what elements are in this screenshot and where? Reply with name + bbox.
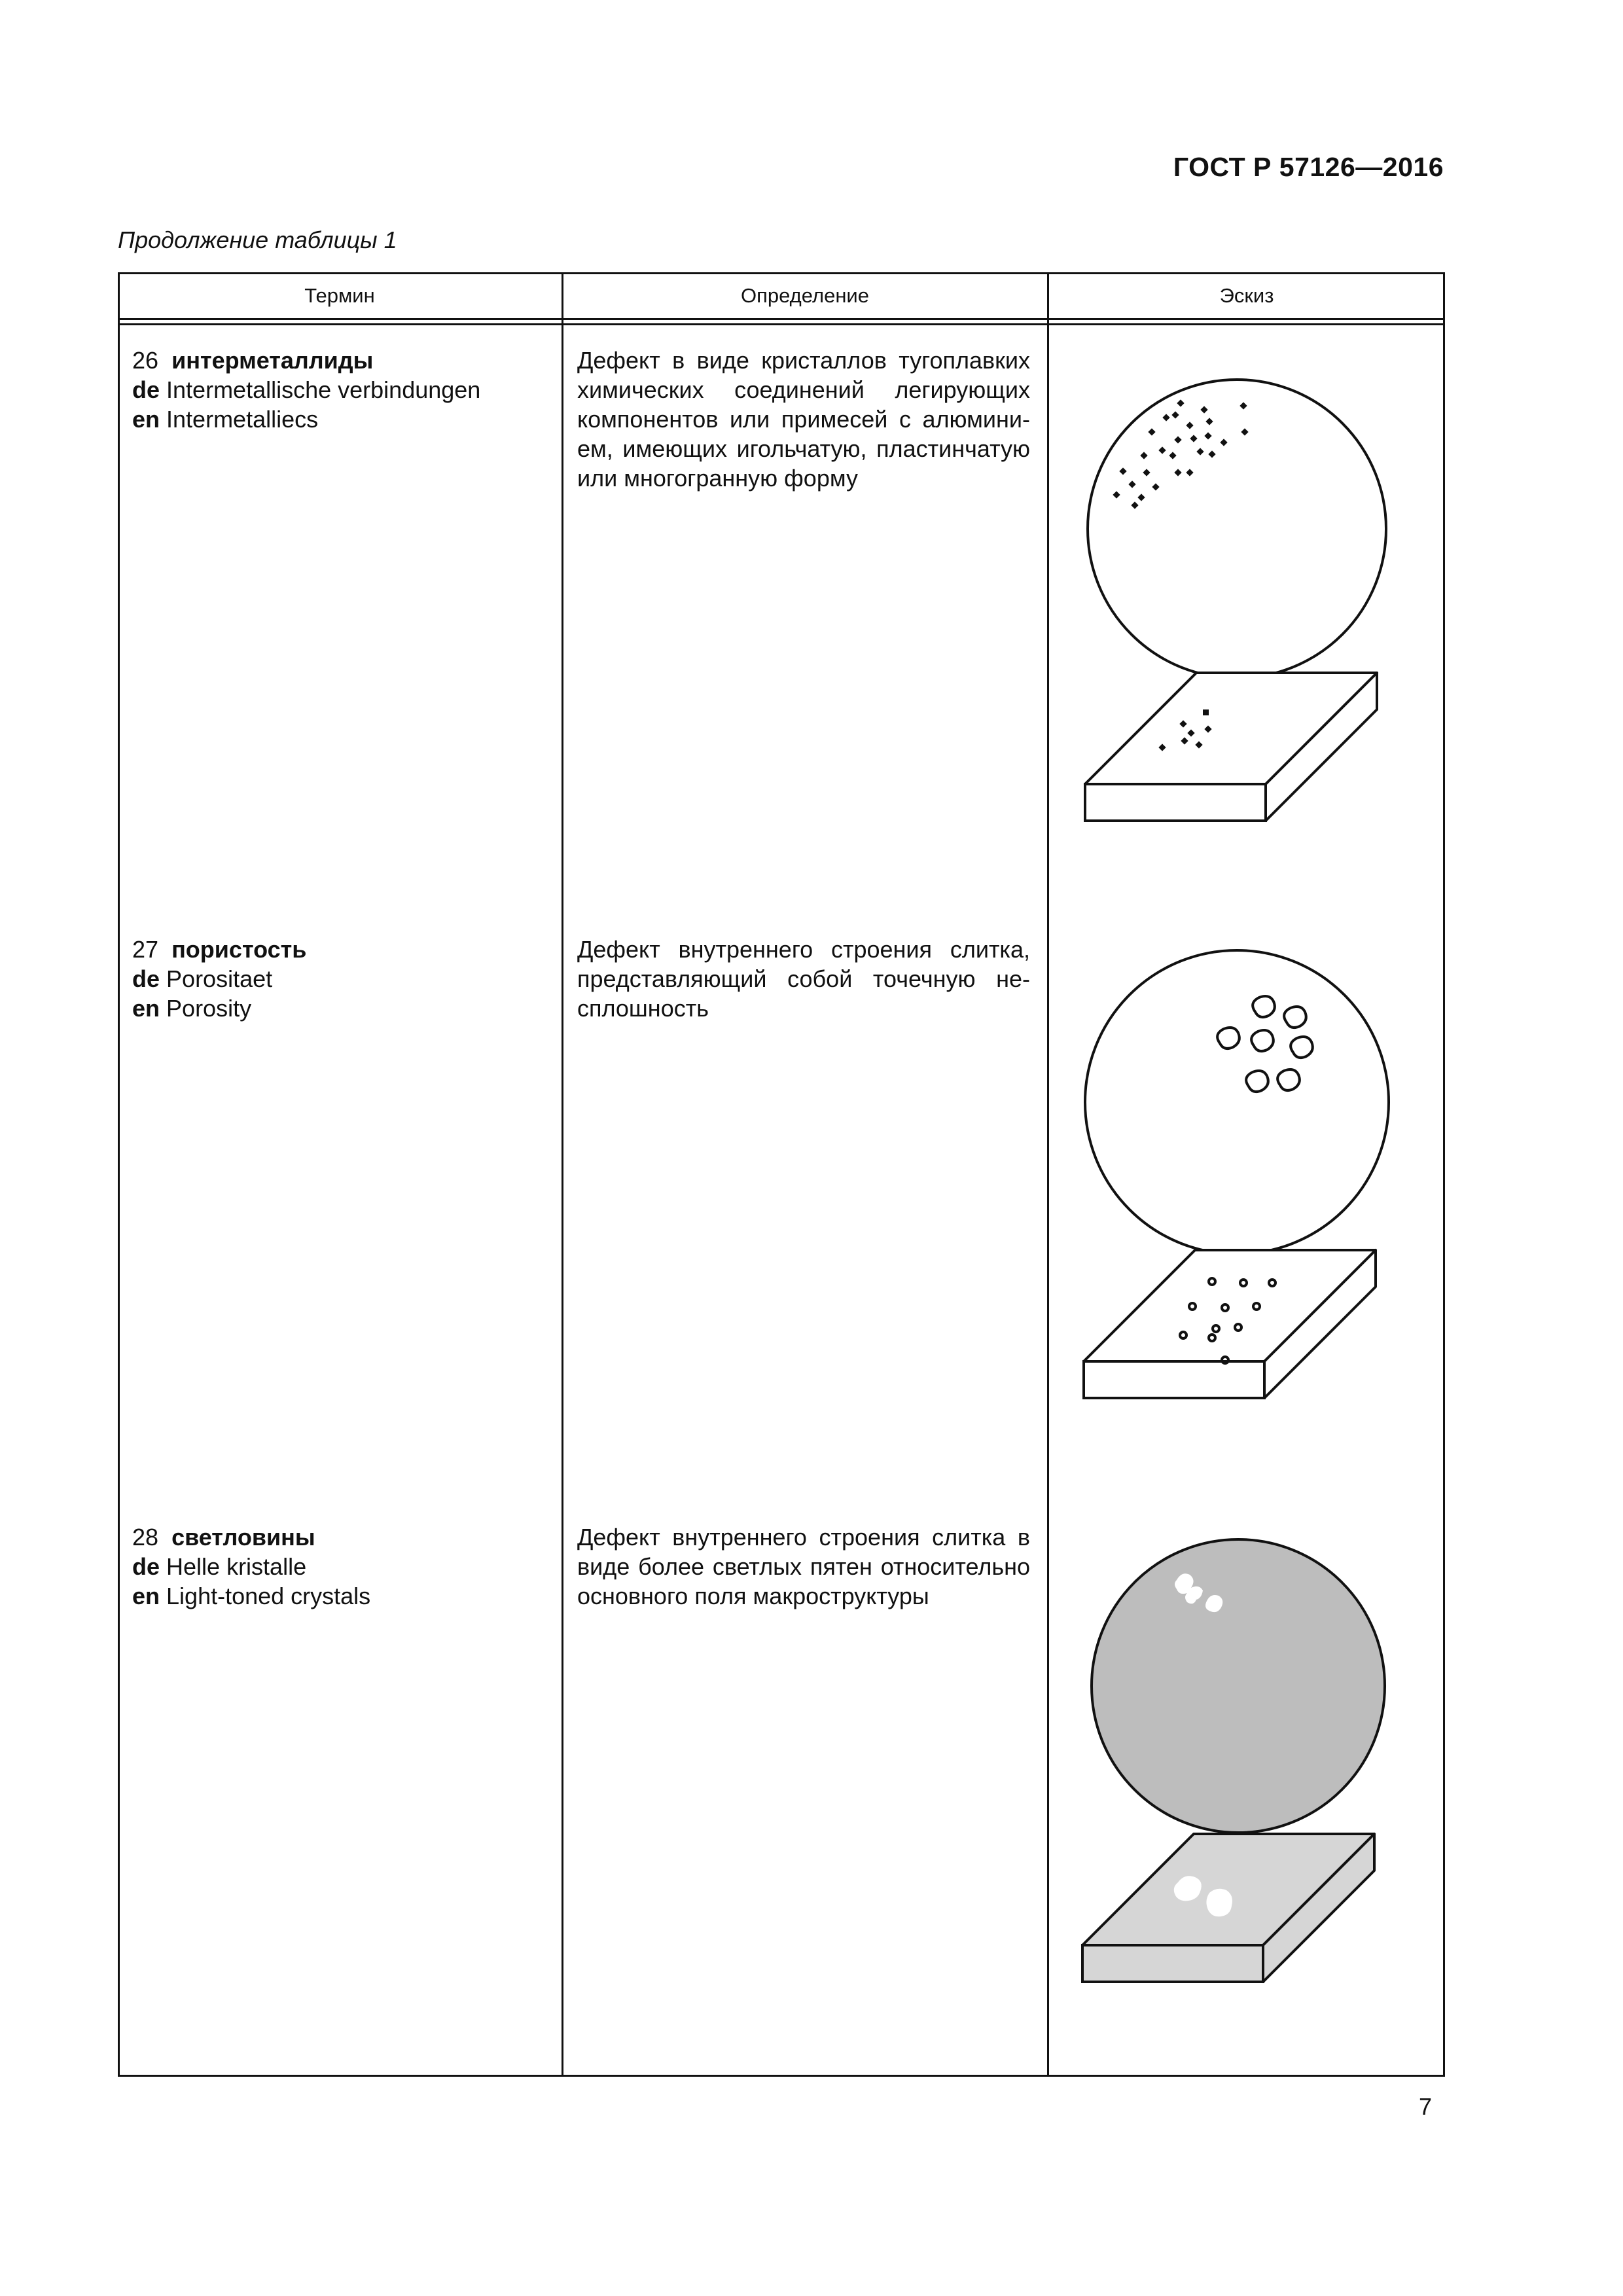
- term-definition: Дефект внутреннего строения слитка в виде более светлых пятен относительно основного поля макроструктуры: [577, 1524, 1030, 1609]
- term-number: 28: [132, 1524, 159, 1551]
- column-divider: [562, 272, 563, 2077]
- lang-label-en: en: [132, 1583, 160, 1609]
- table-caption: Продолжение таблицы 1: [118, 226, 397, 253]
- term-ru: интерметаллиды: [171, 347, 374, 374]
- term-definition: Дефект в виде кристаллов тугоплавких химических соединений легирующих компонентов или примесей с алюминием, имеющих игольчатую, пластинчатую или многогранную форму: [577, 347, 1030, 492]
- term-definition: Дефект внутреннего строения слитка, представляющий собой точечную несплошность: [577, 936, 1030, 1022]
- page-number: 7: [1419, 2093, 1433, 2120]
- intermetallic-sketch-icon: [1048, 357, 1445, 901]
- lang-label-de: de: [132, 1553, 160, 1580]
- term-number: 26: [132, 347, 159, 374]
- lang-label-en: en: [132, 406, 160, 433]
- term-number: 27: [132, 936, 159, 963]
- column-header-definition: Определение: [740, 284, 869, 307]
- lang-label-de: de: [132, 376, 160, 403]
- header-divider: [118, 318, 1445, 320]
- header-divider: [118, 323, 1445, 325]
- term-en: Porosity: [166, 995, 252, 1022]
- document-code: ГОСТ Р 57126—2016: [1173, 152, 1444, 182]
- term-entry: [132, 935, 306, 1023]
- term-de: Intermetallische verbindungen: [166, 376, 481, 403]
- column-header-term: Термин: [304, 284, 375, 307]
- porosity-sketch-icon: [1048, 940, 1445, 1483]
- term-de: Porositaet: [166, 965, 273, 992]
- term-ru: пористость: [171, 936, 307, 963]
- light-spots-sketch-icon: [1048, 1528, 1445, 2071]
- lang-label-de: de: [132, 965, 160, 992]
- lang-label-en: en: [132, 995, 160, 1022]
- term-entry: [132, 1522, 370, 1611]
- term-entry: [132, 346, 480, 434]
- column-header-sketch: Эскиз: [1219, 284, 1274, 307]
- terms-table: [118, 272, 1445, 2077]
- term-en: Intermetalliecs: [166, 406, 319, 433]
- term-ru: светловины: [171, 1524, 315, 1551]
- term-en: Light-toned crystals: [166, 1583, 371, 1609]
- term-de: Helle kristalle: [166, 1553, 307, 1580]
